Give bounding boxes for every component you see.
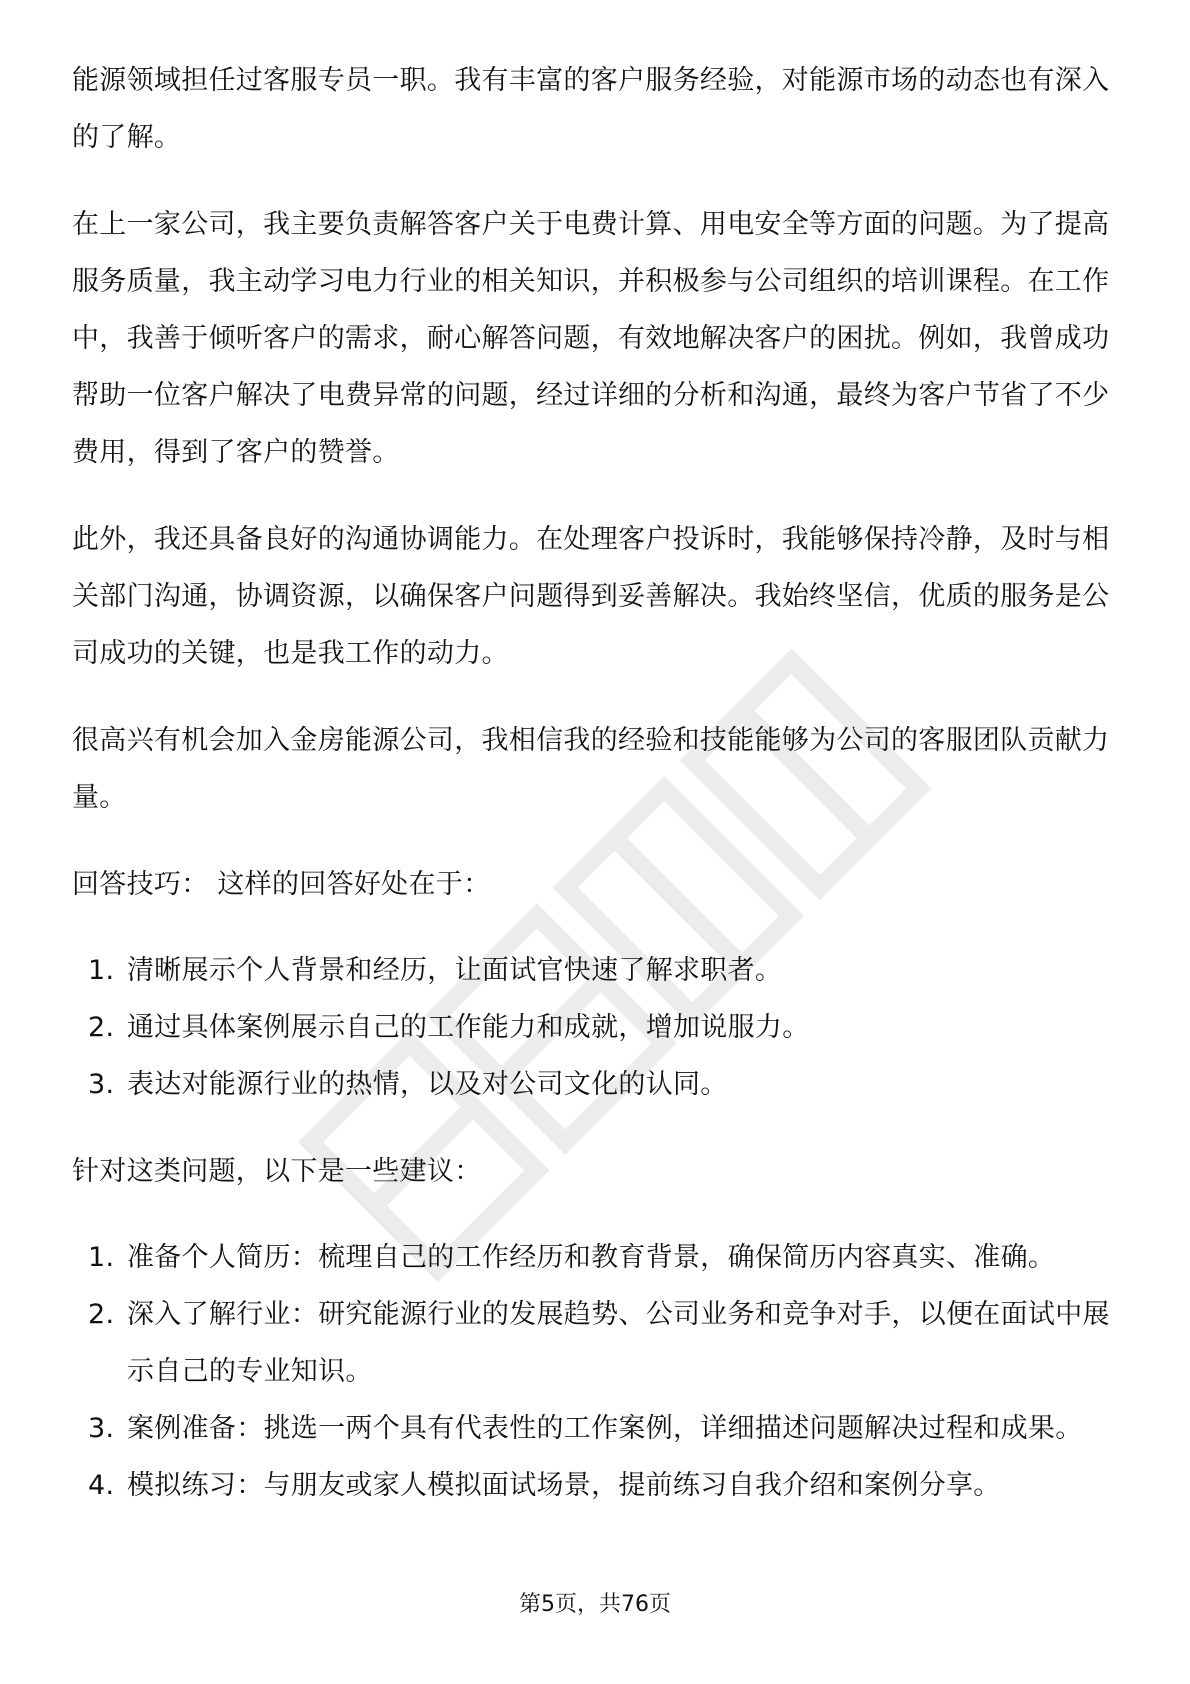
- list-number: 1.: [88, 1242, 115, 1273]
- list-number: 3.: [88, 1069, 115, 1100]
- tips-intro: 回答技巧： 这样的回答好处在于：: [72, 869, 491, 900]
- list-text: 表达对能源行业的热情，以及对公司文化的认同。: [127, 1069, 728, 1100]
- list-number: 1.: [88, 955, 115, 986]
- list-number: 2.: [88, 1012, 115, 1043]
- list-item: [72, 1286, 1122, 1400]
- advice-intro: 针对这类问题，以下是一些建议：: [72, 1156, 482, 1187]
- list-text: 准备个人简历：梳理自己的工作经历和教育背景，确保简历内容真实、准确。: [127, 1242, 1056, 1273]
- list-number: 2.: [88, 1299, 115, 1330]
- document-body: [72, 52, 1122, 1544]
- list-item: [72, 1056, 1122, 1113]
- list-item: [72, 942, 1122, 999]
- list-item: [72, 999, 1122, 1056]
- list-item: [72, 1400, 1122, 1457]
- page-number-footer: 第5页，共76页: [519, 1592, 671, 1617]
- list-text: 通过具体案例展示自己的工作能力和成就，增加说服力。: [127, 1012, 810, 1043]
- list-item: [72, 1457, 1122, 1514]
- paragraph-experience: 在上一家公司，我主要负责解答客户关于电费计算、用电安全等方面的问题。为了提高服务质量，我主动学习电力行业的相关知识，并积极参与公司组织的培训课程。在工作中，我善于倾听客户的需求，耐心解答问题，有效地解决客户的困扰。例如，我曾成功帮助一位客户解决了电费异常的问题，经过详细的分析和沟通，最终为客户节省了不少费用，得到了客户的赞誉。: [72, 209, 1110, 468]
- list-number: 4.: [88, 1470, 115, 1501]
- list-text: 深入了解行业：研究能源行业的发展趋势、公司业务和竞争对手，以便在面试中展示自己的专业知识。: [127, 1299, 1110, 1387]
- tips-list: [72, 942, 1122, 1113]
- advice-list: [72, 1229, 1122, 1514]
- paragraph-intro: 能源领域担任过客服专员一职。我有丰富的客户服务经验，对能源市场的动态也有深入的了解。: [72, 65, 1110, 153]
- paragraph-closing: 很高兴有机会加入金房能源公司，我相信我的经验和技能能够为公司的客服团队贡献力量。: [72, 725, 1110, 813]
- list-text: 案例准备：挑选一两个具有代表性的工作案例，详细描述问题解决过程和成果。: [127, 1413, 1083, 1444]
- list-text: 模拟练习：与朋友或家人模拟面试场景，提前练习自我介绍和案例分享。: [127, 1470, 1001, 1501]
- list-number: 3.: [88, 1413, 115, 1444]
- list-text: 清晰展示个人背景和经历，让面试官快速了解求职者。: [127, 955, 783, 986]
- paragraph-communication: 此外，我还具备良好的沟通协调能力。在处理客户投诉时，我能够保持冷静，及时与相关部门沟通，协调资源，以确保客户问题得到妥善解决。我始终坚信，优质的服务是公司成功的关键，也是我工作的动力。: [72, 524, 1110, 669]
- list-item: [72, 1229, 1122, 1286]
